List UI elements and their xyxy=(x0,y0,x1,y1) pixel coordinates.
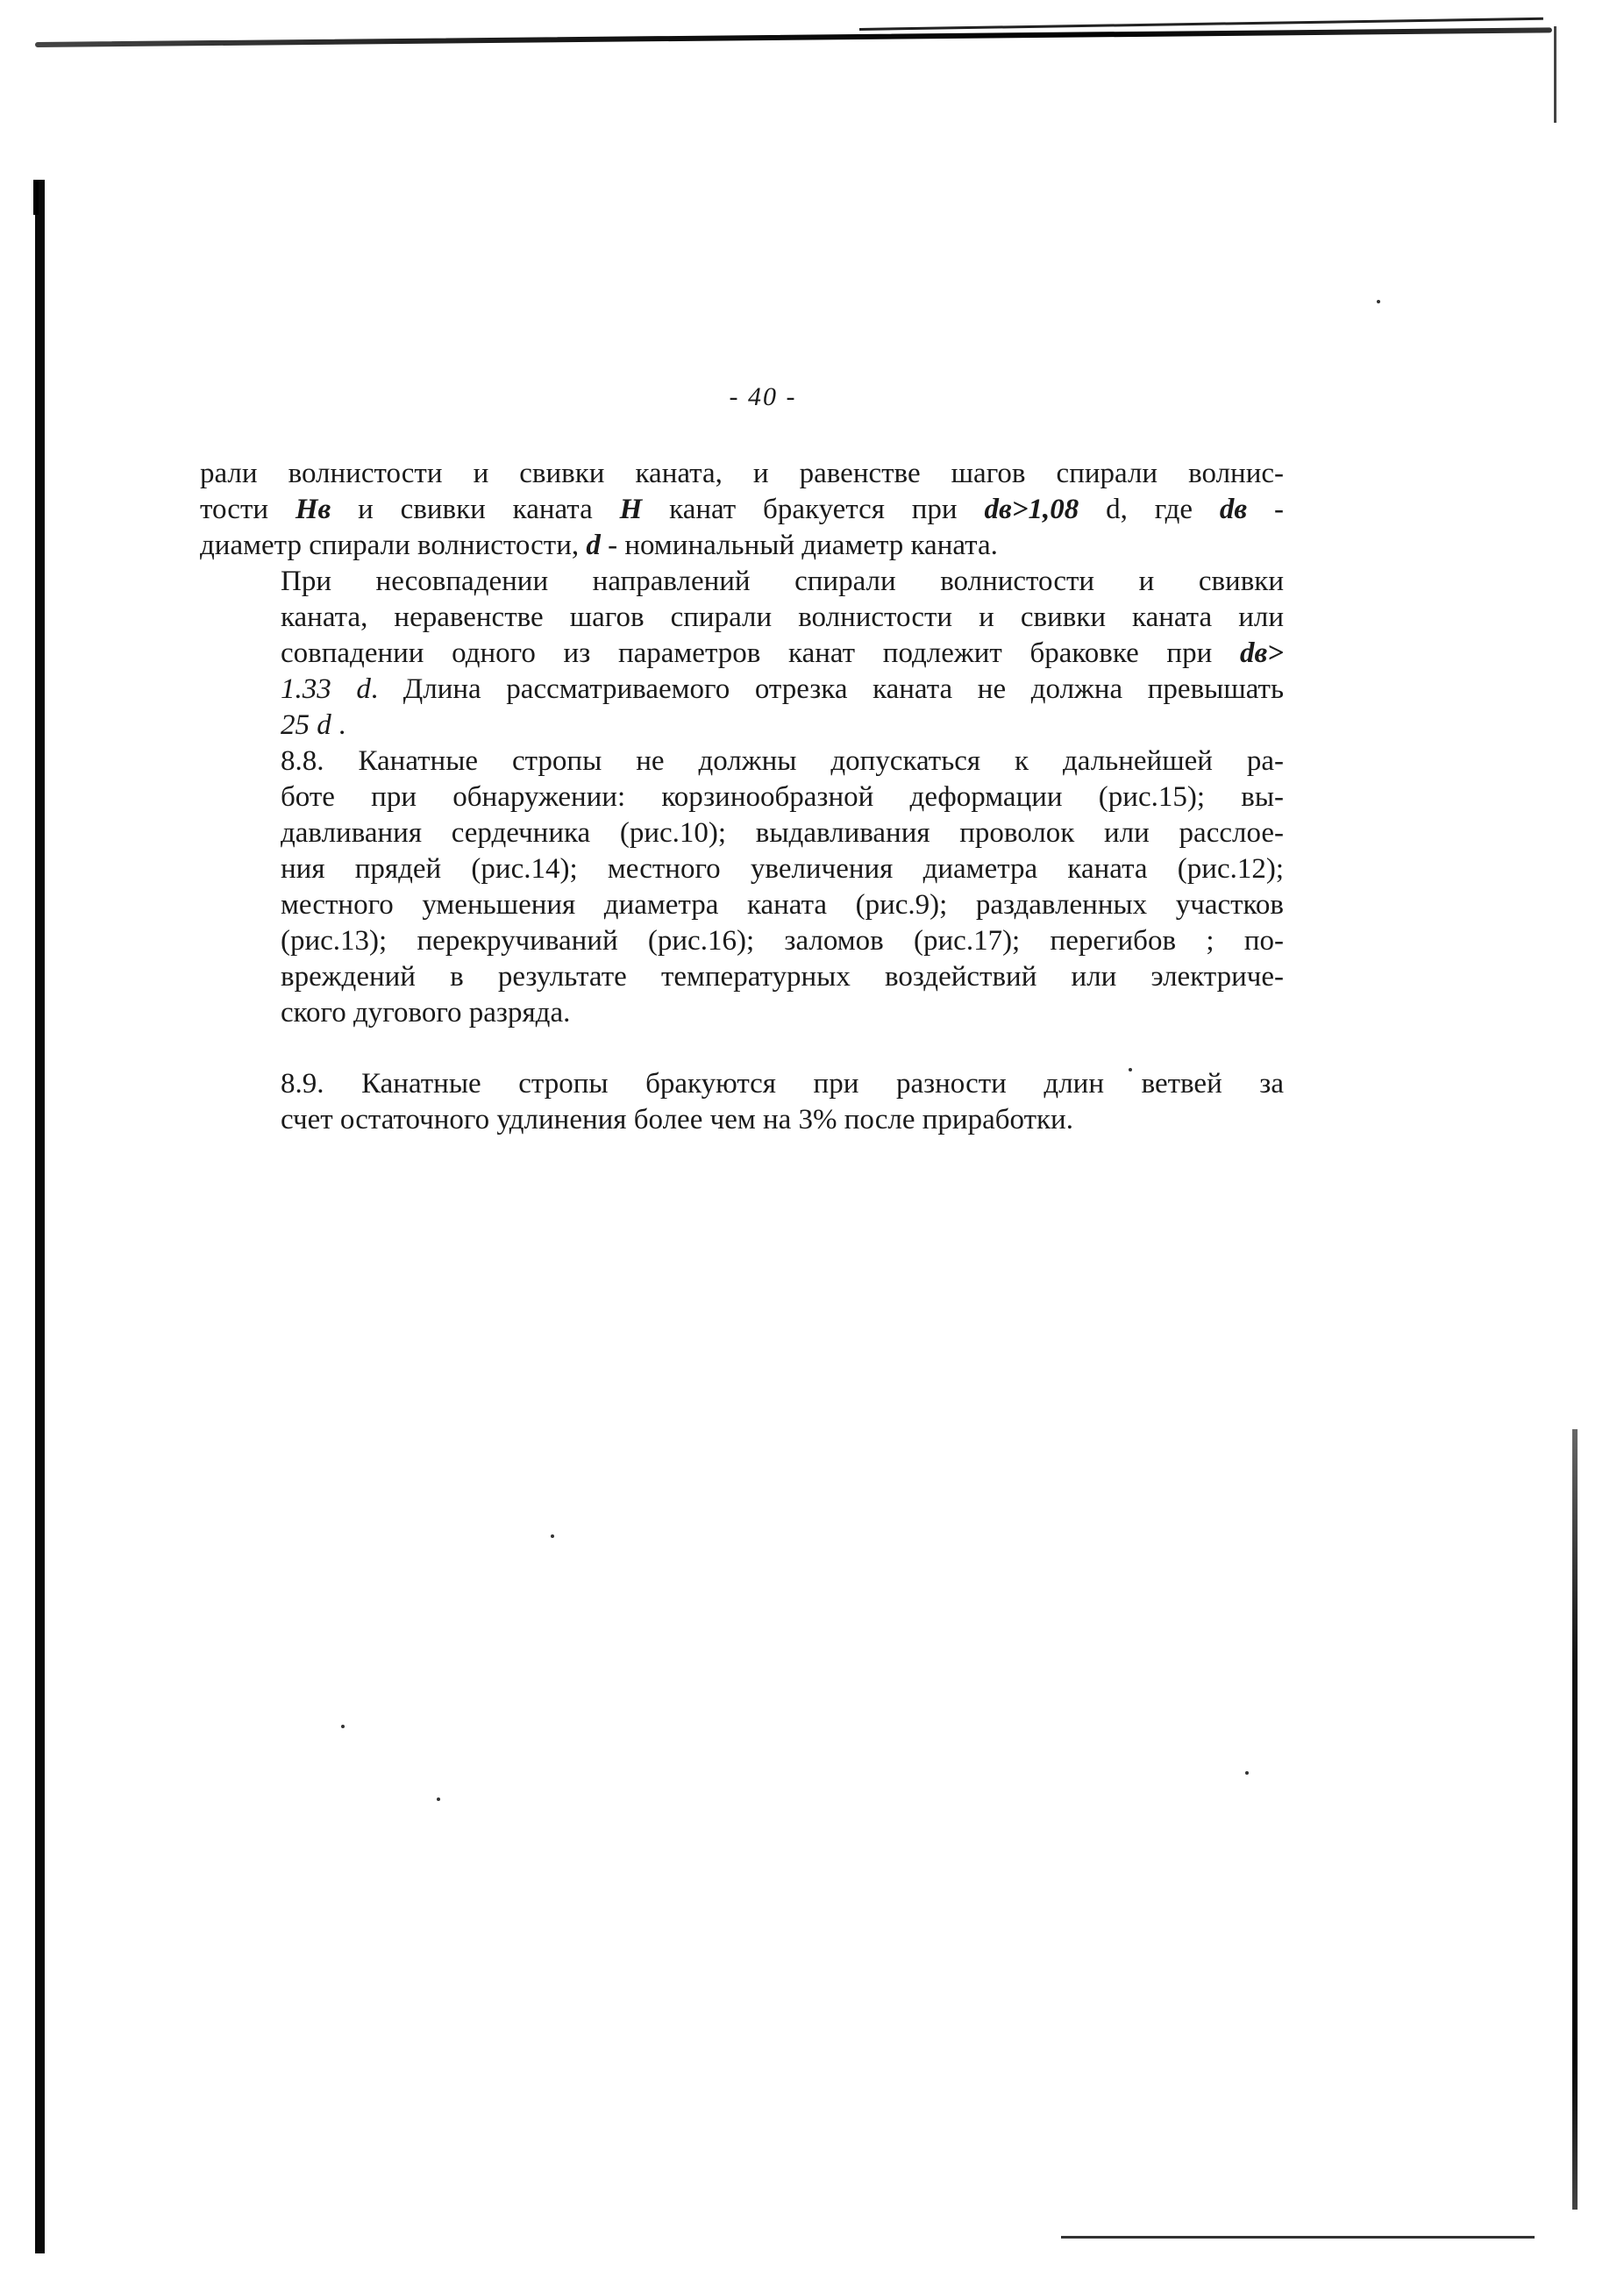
text-run: d, где xyxy=(1079,494,1220,525)
text-run: совпадении одного из параметров канат подлежит браковке при xyxy=(281,637,1240,669)
text-run: . Длина рассматриваемого отрезка каната не должна превышать xyxy=(370,673,1285,705)
text-line xyxy=(200,851,1284,887)
text-line xyxy=(200,1102,1284,1138)
text-run: ния прядей (рис.14); местного увеличения диаметра каната (рис.12); xyxy=(281,853,1284,885)
scan-right-edge-top xyxy=(1554,26,1556,123)
text-line xyxy=(200,779,1284,815)
text-run: диаметр спирали волнистости, xyxy=(200,530,587,561)
scan-top-border xyxy=(35,27,1552,47)
text-line xyxy=(200,1066,1284,1102)
scan-right-edge-bottom xyxy=(1572,1429,1578,2210)
text-line xyxy=(200,528,1284,564)
text-run: тости xyxy=(200,494,296,525)
text-run: 8.8. Канатные стропы не должны допускаться к дальнейшей ра- xyxy=(281,745,1284,777)
formula-run: 1.33 d xyxy=(281,673,371,705)
scan-speck xyxy=(1245,1771,1249,1775)
text-line xyxy=(200,600,1284,636)
scan-left-edge xyxy=(35,180,45,2253)
text-run: - номинальный диаметр каната. xyxy=(600,530,998,561)
text-run: вреждений в результате температурных воздействий или электриче- xyxy=(281,961,1284,993)
document-body xyxy=(200,456,1284,1138)
text-run: канат бракуется при xyxy=(642,494,985,525)
scan-speck xyxy=(437,1797,440,1801)
text-line xyxy=(200,456,1284,492)
text-run: рали волнистости и свивки каната, и равенстве шагов спирали волнис- xyxy=(200,458,1284,489)
text-line xyxy=(200,636,1284,672)
text-line xyxy=(200,923,1284,959)
scan-speck xyxy=(1377,300,1380,303)
formula-run: dв xyxy=(1219,494,1248,525)
text-line xyxy=(200,744,1284,779)
formula-run: d xyxy=(586,530,601,561)
text-run: местного уменьшения диаметра каната (рис.9); раздавленных участков xyxy=(281,889,1284,921)
paragraph-8-8 xyxy=(200,744,1284,1031)
text-line xyxy=(200,708,1284,744)
text-run: При несовпадении направлений спирали волнистости и свивки xyxy=(281,566,1284,597)
scan-speck xyxy=(341,1725,345,1728)
paragraph-wave-spiral-rule xyxy=(200,456,1284,564)
formula-run: dв> xyxy=(1239,637,1284,669)
text-line xyxy=(200,887,1284,923)
formula-run: H xyxy=(619,494,643,525)
text-line xyxy=(200,672,1284,708)
text-run: ского дугового разряда. xyxy=(281,997,571,1029)
text-run: счет остаточного удлинения более чем на 3% после приработки. xyxy=(281,1104,1073,1135)
text-line xyxy=(200,492,1284,528)
text-line xyxy=(200,564,1284,600)
text-run: 8.9. Канатные стропы бракуются при разности длин ветвей за xyxy=(281,1068,1284,1100)
scan-left-edge-notch xyxy=(33,180,39,215)
scan-speck xyxy=(551,1534,554,1538)
formula-run: dв>1,08 xyxy=(984,494,1079,525)
paragraph-mismatch-rule xyxy=(200,564,1284,744)
scan-bottom-line xyxy=(1061,2236,1535,2239)
text-line xyxy=(200,995,1284,1031)
text-run: . xyxy=(331,709,346,741)
paragraph-8-9 xyxy=(200,1066,1284,1138)
formula-run: Hв xyxy=(295,494,331,525)
text-run: давливания сердечника (рис.10); выдавливания проволок или расслое- xyxy=(281,817,1284,849)
text-line xyxy=(200,959,1284,995)
page-number: - 40 - xyxy=(729,382,797,411)
text-run: боте при обнаружении: корзинообразной деформации (рис.15); вы- xyxy=(281,781,1284,813)
text-run: и свивки каната xyxy=(331,494,620,525)
text-run: (рис.13); перекручиваний (рис.16); заломов (рис.17); перегибов ; по- xyxy=(281,925,1284,957)
text-run: каната, неравенстве шагов спирали волнистости и свивки каната или xyxy=(281,602,1284,633)
formula-run: 25 d xyxy=(281,709,331,741)
text-line xyxy=(200,815,1284,851)
text-run: - xyxy=(1247,494,1284,525)
